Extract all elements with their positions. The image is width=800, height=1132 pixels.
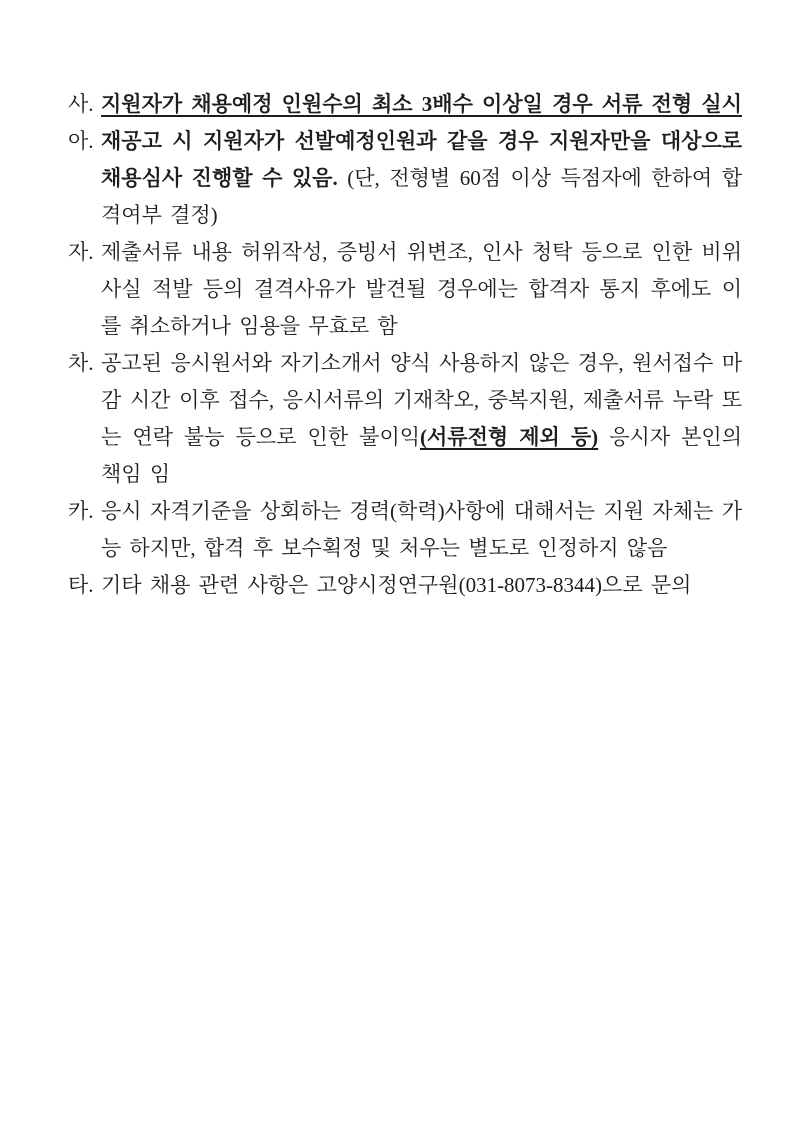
list-item-ka [68, 493, 742, 567]
item-marker: 타. [68, 573, 94, 597]
item-text: 기타 채용 관련 사항은 고양시정연구원(031-8073-8344)으로 문의 [101, 573, 692, 597]
item-marker: 차. [68, 351, 94, 375]
list-item-ta [68, 567, 742, 604]
item-text: 공고된 응시원서와 자기소개서 양식 사용하지 않은 경우, 원서접수 마감 시간 이후 접수, 응시서류의 기재착오, 중복지원, 제출서류 누락 또는 연락 불능 등으로 인한 불이익 [101, 351, 742, 449]
item-marker: 카. [68, 499, 94, 523]
item-text: 재공고 시 지원자가 선발예정인원과 같을 경우 지원자만을 대상으로 채용심사 진행할 수 있음. [101, 129, 742, 190]
item-text: 응시 자격기준을 상회하는 경력(학력)사항에 대해서는 지원 자체는 가능 하지만, 합격 후 보수획정 및 처우는 별도로 인정하지 않음 [101, 499, 742, 560]
item-text: (단, 전형별 60점 이상 득점자에 한하여 합격여부 결정) [101, 166, 743, 227]
item-text: (서류전형 제외 등) [420, 425, 599, 449]
item-text: 응시자 본인의 책임 임 [101, 425, 742, 486]
item-marker: 사. [68, 92, 94, 116]
list-item-cha [68, 345, 742, 493]
item-text: 지원자가 채용예정 인원수의 최소 3배수 이상일 경우 서류 전형 실시 [101, 92, 742, 116]
item-marker: 아. [68, 129, 94, 153]
list-item-sa [68, 86, 742, 123]
list-item-a [68, 123, 742, 234]
item-text: 제출서류 내용 허위작성, 증빙서 위변조, 인사 청탁 등으로 인한 비위 사실 적발 등의 결격사유가 발견될 경우에는 합격자 통지 후에도 이를 취소하거나 임용을 무효로 함 [101, 240, 742, 338]
item-marker: 자. [68, 240, 94, 264]
list-item-ja [68, 234, 742, 345]
